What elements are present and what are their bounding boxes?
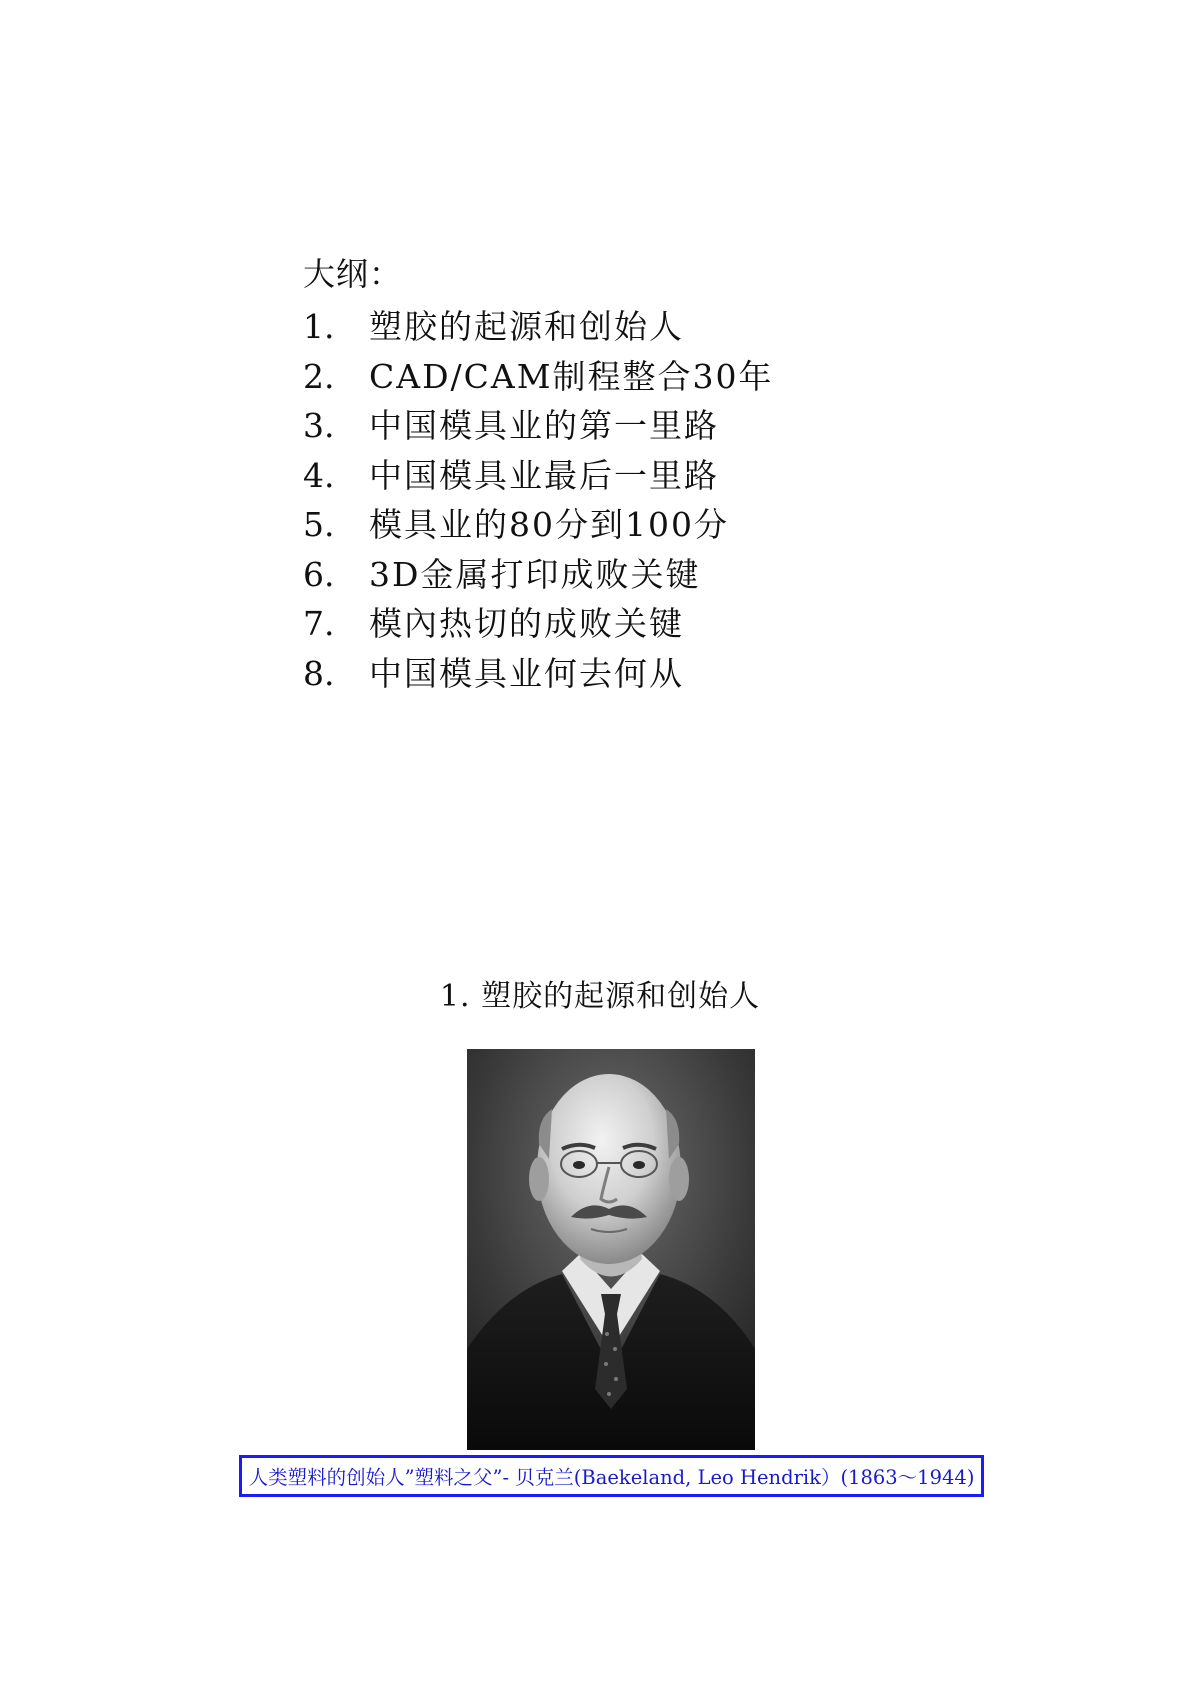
outline-item-text: 3D金属打印成败关键: [369, 554, 701, 594]
outline-item-number: 3.: [303, 406, 335, 445]
outline-item-text: 中国模具业何去何从: [369, 653, 684, 693]
portrait-photo: [467, 1049, 755, 1450]
outline-item-text: 中国模具业最后一里路: [369, 455, 719, 495]
outline-heading: 大纲：: [303, 255, 403, 293]
outline-item: [303, 599, 774, 649]
outline-item: [303, 451, 774, 501]
outline-item: [303, 401, 774, 451]
outline-item-number: 6.: [303, 554, 335, 594]
outline-item-text: 塑胶的起源和创始人: [369, 307, 684, 346]
portrait-illustration: [467, 1049, 755, 1450]
outline-item-number: 8.: [303, 653, 335, 693]
outline-item-text: CAD/CAM制程整合30年: [369, 356, 774, 396]
section-title: 1. 塑胶的起源和创始人: [439, 979, 761, 1014]
outline-item: [303, 302, 774, 352]
outline-list: [303, 302, 774, 698]
outline-item: [303, 500, 774, 550]
outline-item: [303, 352, 774, 402]
outline-item-text: 模具业的80分到100分: [369, 505, 729, 544]
outline-item-number: 1.: [303, 307, 335, 346]
caption-box: [239, 1455, 984, 1497]
outline-item-number: 5.: [303, 505, 335, 544]
outline-section: [303, 252, 774, 698]
outline-item-text: 中国模具业的第一里路: [369, 406, 719, 445]
outline-item: [303, 649, 774, 699]
outline-item-number: 7.: [303, 604, 335, 643]
caption-text: 人类塑料的创始人”塑料之父”- 贝克兰(Baekeland, Leo Hendrik）(1863～1944): [248, 1466, 975, 1489]
outline-item-text: 模內热切的成败关键: [369, 604, 684, 643]
outline-item: [303, 550, 774, 600]
outline-item-number: 4.: [303, 455, 335, 495]
outline-item-number: 2.: [303, 356, 335, 396]
